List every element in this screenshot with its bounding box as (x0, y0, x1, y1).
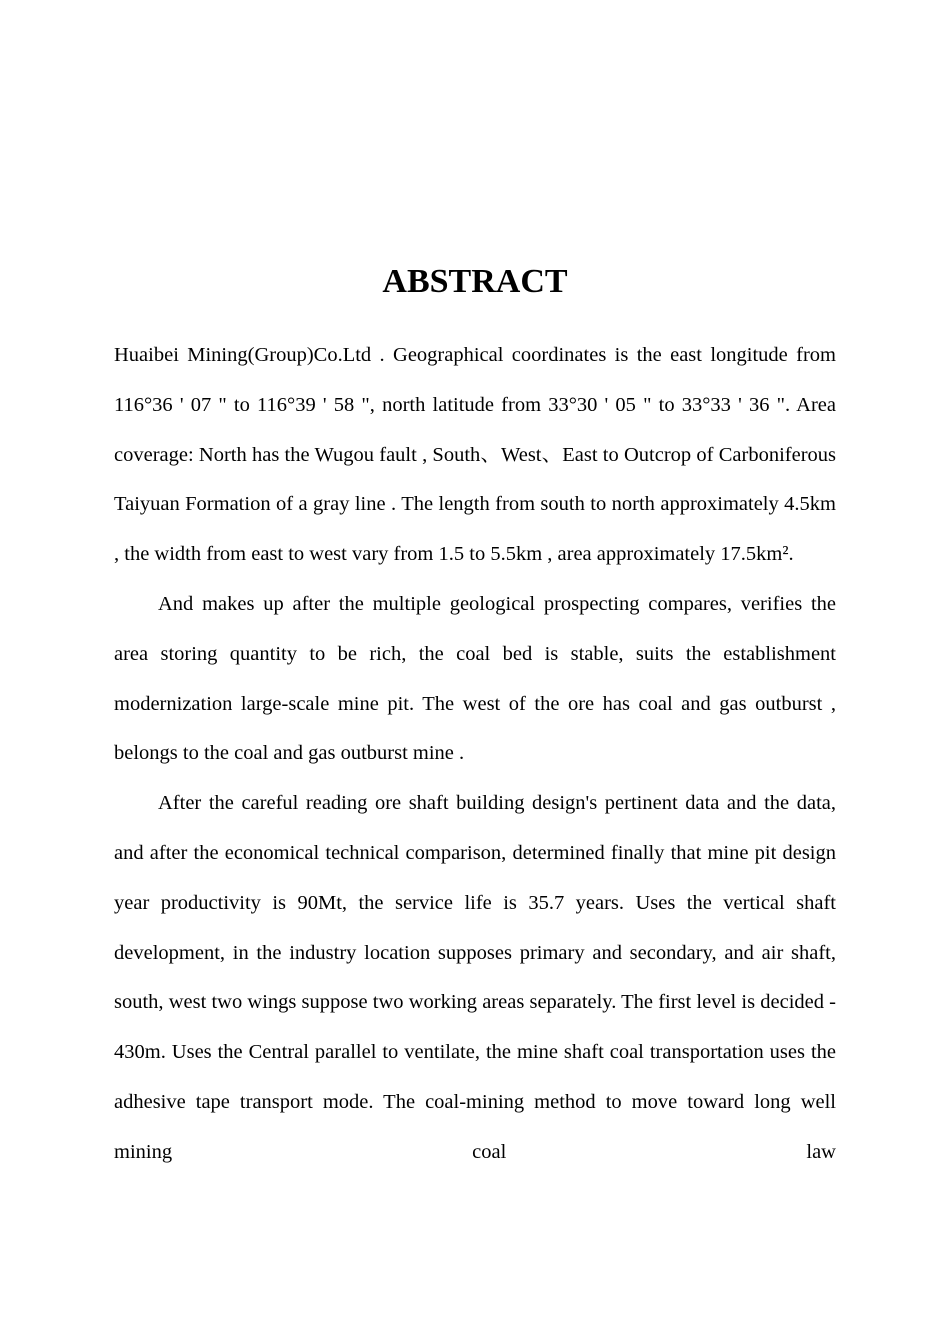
abstract-paragraph-2: And makes up after the multiple geological prospecting compares, verifies the area storing quantity to be rich, the coal bed is stable, suits the establishment modernization large-scale mine pit. The west of the ore has coal and gas outburst , belongs to the coal and gas outburst mine . (114, 592, 836, 765)
abstract-body (114, 331, 836, 1178)
abstract-title: ABSTRACT (382, 263, 568, 300)
abstract-paragraph-1: Huaibei Mining(Group)Co.Ltd . Geographical coordinates is the east longitude from 116°36 ' 07 " to 116°39 ' 58 ", north latitude from 33°30 ' 05 " to 33°33 ' 36 ". Area coverage: North has the Wugou fault , South、West、East to Outcrop of Carboniferous Taiyuan Formation of a gray line . The length from south to north approximately 4.5km , the width from east to west vary from 1.5 to 5.5km , area approximately 17.5km². (114, 344, 836, 566)
abstract-paragraph-3: After the careful reading ore shaft building design's pertinent data and the data, and after the economical technical comparison, determined finally that mine pit design year productivity is 90Mt, the service life is 35.7 years. Uses the vertical shaft development, in the industry location supposes primary and secondary, and air shaft, south, west two wings suppose two working areas separately. The first level is decided - 430m. Uses the Central parallel to ventilate, the mine shaft coal transportation uses the adhesive tape transport mode. The coal-mining method to move toward long well mining coal law (114, 792, 836, 1163)
